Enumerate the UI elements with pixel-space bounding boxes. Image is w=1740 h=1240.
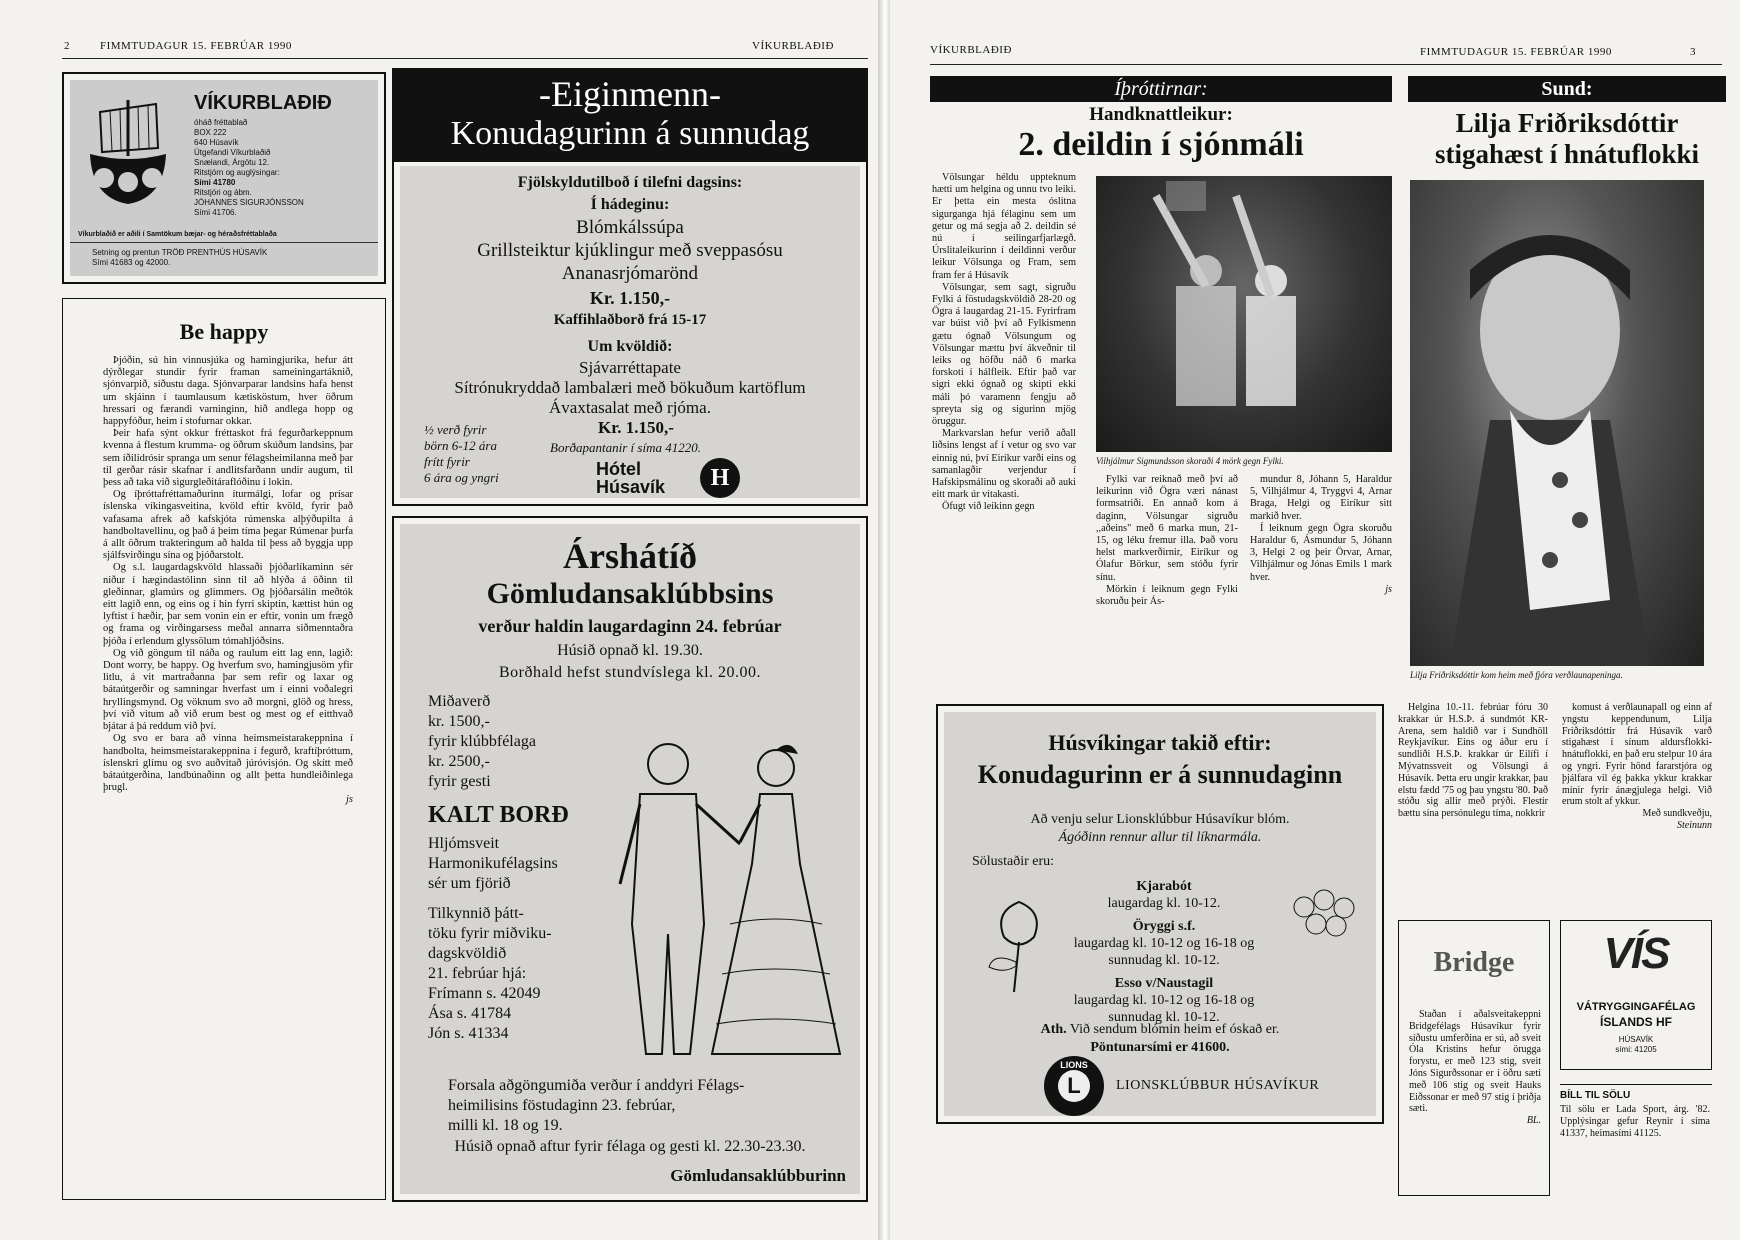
masthead-divider — [70, 242, 378, 243]
presale-text: Forsala aðgöngumiða verður í anddyri Félags- heimilisins föstudaginn 23. febrúar, milli kl. 18 og 19. — [448, 1077, 745, 1134]
sund-col-1: Helgina 10.-11. febrúar fóru 30 krakkar úr H.S.Þ. á sundmót KR-Arena, sem haldið var í Sundhöll Reykjavíkur. Eins og áður eru í sundliði H.S.Þ. krakkar úr Eilífi í Mývatnssveit og Völsungi á Húsavík. Þetta eru ungir krakkar, þau elstu fædd '75 og þau yngstu '80. Það stóðu sig allir með prýði. Flestir bættu sína persónulegu tíma, nokkrir — [1398, 702, 1548, 820]
bridge-box — [1398, 920, 1550, 1196]
masthead-print: Setning og prentun TRÖÐ PRENTHÚS HÚSAVÍK Sími 41683 og 42000. — [92, 248, 268, 267]
viking-ship-logo — [80, 94, 176, 210]
arshatid-panel: Árshátíð Gömludansaklúbbsins verður haldin laugardaginn 24. febrúar Húsið opnað kl. 19.30. Borðhald hefst stundvíslega kl. 20.00. Miðaverð kr. 1500,- fyrir klúbbfélaga kr. 2500,- fyrir gesti KALT BORÐ Hljómsveit Harmonikufélagsins sér um fjörið Tilkynnið þátt- töku fyrir miðviku- dagskvöldið 21. febrúar hjá: Frímann s. 42049 Ása s. 41784 Jón s. 41334 Forsala aðgöngumiða verður í anddyri Félags- heimilisins föstudaginn 23. febrúar, milli kl. 18 og 19. Húsið opnað aftur fyrir félaga og gesti kl. 22.30-23.30. Gömludansaklúbburinn — [400, 524, 860, 1194]
lions-note: Ath. Við sendum blómin heim ef óskað er. — [1040, 1022, 1280, 1037]
bridge-title: Bridge — [1433, 947, 1515, 978]
be-happy-signature: js — [345, 794, 353, 806]
masthead-member: Víkurblaðið er aðili í Samtökum bæjar- og héraðsfréttablaða — [78, 231, 277, 238]
handball-players-illustration — [1096, 176, 1392, 452]
booking-phone: Borðapantanir í síma 41220. — [550, 440, 701, 455]
paper-name-header: VÍKURBLAÐIÐ — [752, 40, 834, 52]
arshatid-band: Hljómsveit Harmonikufélagsins sér um fjörið — [428, 835, 558, 892]
right-page — [890, 0, 1740, 1240]
masthead-box — [62, 72, 386, 284]
bridge-text: Staðan í aðalsveitakeppni Bridgefélags Húsavíkur fyrir síðustu umferðina er sú, að sveit Óla Kristins hefur örugga forystu, er með 123 stig, sveit Jóns Sigurðssonar er í öðru sæti með 106 stig og sveit Hauks Eiðssonar er með 97 stig í þriðja sæti. BL. — [1409, 1009, 1541, 1127]
sports-signature: js — [1385, 583, 1392, 595]
hotel-ad-menu: Fjölskyldutilboð í tilefni dagsins: Í hádeginu: Blómkálssúpa Grillsteiktur kjúklingur með sveppasósu Ananasrjómarönd Kr. 1.150,- Kaffihlaðborð frá 15-17 Um kvöldið: Sjávarréttapate Sítrónukryddað lambalæri með bökuðum kartöflum Ávaxtasalat með rjóma. ½ verð fyrir börn 6-12 ára frítt fyrir 6 ára og yngri Kr. 1.150,- Borðapantanir í síma 41220. Hótel Húsavík H — [400, 166, 860, 498]
masthead-title: VÍKURBLAÐIÐ — [194, 92, 332, 114]
arshatid-notify: Tilkynnið þátt- töku fyrir miðviku- dagskvöldið 21. febrúar hjá: Frímann s. 42049 Ása s. 41784 Jón s. 41334 — [428, 905, 552, 1042]
handball-photo — [1096, 176, 1392, 452]
hotel-ad-title-bar: -Eiginmenn- Konudagurinn á sunnudag — [394, 70, 866, 162]
page-number: 2 — [64, 40, 70, 52]
flower-bouquet-icon — [1284, 882, 1364, 952]
bill-text: Til sölu er Lada Sport, árg. '82. Upplýsingar gefur Reynir í síma 41337, heimasími 41125. — [1560, 1104, 1710, 1139]
sports-photo-caption: Vilhjálmur Sigmundsson skoraði 4 mörk gegn Fylki. — [1096, 456, 1284, 466]
arshatid-signoff: Gömludansaklúbburinn — [670, 1166, 846, 1185]
date-header: FIMMTUDAGUR 15. FEBRÚAR 1990 — [100, 40, 292, 52]
girl-portrait-illustration — [1410, 180, 1704, 666]
lions-stores: Kjarabót laugardag kl. 10-12. Öryggi s.f. laugardag kl. 10-12 og 16-18 og sunnudag kl. 10-12. Esso v/Naustagil laugardag kl. 10-12 og 16-18 og sunnudag kl. 10-12. — [1073, 879, 1255, 1025]
lions-panel: Húsvíkingar takið eftir: Konudagurinn er á sunnudaginn Að venju selur Lionsklúbbur Húsavíkur blóm. Ágóðinn rennur allur til líknarmála. Sölustaðir eru: Kjarabót laugardag kl. 10-12. Öryggi s.f. laugardag kl. 10-12 og 16-18 og sunnudag kl. 10-12. Esso v/Naustagil laugardag kl. 10-12 og 16-18 og sunnudag kl. 10-12. Ath. Við sendum blómin heim ef óskað er. Pöntunarsími er 41600. LIONS L LIONSKLÚBBUR HÚSAVÍKUR — [944, 712, 1376, 1116]
masthead-panel — [70, 80, 378, 276]
sports-col-1: Völsungar héldu uppteknum hætti um helgina og unnu tvo leiki. Er þetta ein mesta óslitna sigurganga hjá félaginu sem um getur og má segja að 2. deildin sé nú í seilingarfjarlægð. Úrslitaleikurinn í deildinni verður leikur Völsunga og Fram, sem fram fer á Húsavík Völsungar, sem sagt, sigruðu Fylki á föstudagskvöldið 28-20 og Ögra á laugardag 21-15. Fyrirfram var búist við því að Fylkismenn gætu ógnað Völsungum og Völsungar mættu því ákveðnir til leiks og höfðu náð 6 marka forskoti í hálfleik. Eftir það var sigri ekki ógnað og skipti ekki máli þó varamenn fengju að spreyta sig og sigurinn mjög öruggur. Markvarslan hefur verið aðall liðsins lengst af í vetur og svo var einnig nú, því Eiríkur varði eins og samanlagðir verjendur í Hafskipsmálinu og skoraði að auki eitt mark úr vítakasti. Öfugt við leikinn gegn — [932, 172, 1076, 513]
lions-ad — [936, 704, 1384, 1124]
date-header: FIMMTUDAGUR 15. FEBRÚAR 1990 — [1420, 46, 1612, 58]
paper-name-header: VÍKURBLAÐIÐ — [930, 44, 1012, 56]
arshatid-prices: Miðaverð kr. 1500,- fyrir klúbbfélaga kr. 2500,- fyrir gesti — [428, 693, 536, 790]
sports-col-3: mundur 8, Jóhann 5, Haraldur 5, Vilhjálmur 4, Tryggvi 4, Arnar Braga, Helgi og Eiríkur sitt markið hver. Í leiknum gegn Ögra skoruðu Haraldur 6, Ásmundur 5, Jóhann 3, Helgi 2 og þeir Örvar, Arnar, Vilhjálmur og Jónas Emils 1 mark hver. js — [1250, 474, 1392, 595]
lions-logo-icon: LIONS L — [1044, 1056, 1104, 1116]
sund-col-2: komust á verðlaunapall og einn af yngstu keppendunum, Lilja Friðriksdóttir frá Húsavík varð stigahæst í sínum aldursflokki-hnátuflokki, en það eru stelpur 10 ára og yngri. Fyrir hönd fararstjóra og þjálfara vil ég þakka ykkur krakkar mínir fyrir ánægjulega helgi. Við erum stolt af ykkur. Með sundkveðju, Steinunn — [1562, 702, 1712, 831]
be-happy-title: Be happy — [179, 319, 269, 344]
lions-club-name: LIONSKLÚBBUR HÚSAVÍKUR — [1116, 1078, 1320, 1093]
bill-title: BÍLL TIL SÖLU — [1560, 1090, 1631, 1101]
sports-kicker: Handknattleikur: — [1089, 104, 1233, 125]
swimmer-photo — [1410, 180, 1704, 666]
rose-icon — [974, 892, 1064, 992]
vis-ad: VÍS VÁTRYGGINGAFÉLAG ÍSLANDS HF HÚSAVÍK sími: 41205 — [1560, 920, 1712, 1070]
sund-headline: Lilja Friðriksdóttir stigahæst í hnátuflokki — [1434, 108, 1700, 169]
header-rule — [930, 64, 1722, 65]
masthead-info: óháð fréttablað BOX 222 640 Húsavík Útgefandi Víkurblaðið Snælandi, Árgötu 12. Ritstjórn og auglýsingar: Sími 41780 Ritstjóri og ábm. JÓHANNES SIGURJÓNSSON Sími 41706. — [194, 118, 304, 217]
sports-col-2: Fylki var reiknað með því að leikurinn við Ögra væri nánast formsatriði. En annað kom á daginn, Völsungar sigruðu ,,aðeins" með 6 marka mun, 21-15, og léku fremur illa. Það voru helst markverðirnir, Eiríkur og Ólafur Börkur, sem stóðu fyrir sínu. Mörkin í leiknum gegn Fylki skoruðu þeir Ás- — [1096, 474, 1238, 608]
be-happy-column — [62, 298, 386, 1200]
sund-section-bar: Sund: — [1408, 76, 1726, 102]
arshatid-ad — [392, 516, 868, 1202]
bill-rule — [1560, 1084, 1712, 1085]
dancing-couple-illustration — [590, 724, 850, 1064]
kalt-bord: KALT BORÐ — [428, 802, 569, 828]
vis-logo: VÍS — [1603, 929, 1669, 978]
header-rule — [62, 58, 868, 59]
hotel-ad — [392, 68, 868, 506]
hotel-name: Hótel Húsavík — [596, 459, 666, 497]
sports-headline: 2. deildin í sjónmáli — [1018, 126, 1304, 163]
sund-photo-caption: Lilja Friðriksdóttir kom heim með fjóra verðlaunapeninga. — [1410, 670, 1623, 680]
be-happy-body: Þjóðin, sú hin vinnusjúka og hamingjurika, hefur átt dýrðlegar stundir fyrir framan sameiningartáknið, sjónvarpið, síðustu daga. Sjónvarparar landsins hafa henst um skjáinn í taumlausum kætisköstum, hver öðrum hressari og færandi varninginn, hið andlega hopp og happyfóður, heim í stofurnar okkar. Þeir hafa sýnt okkur fréttaskot frá fegurðarkeppnum kvenna á flestum krumma- og öðrum skúðum landsins, þar sem íðilidrósir spranga um senur félagsheimilanna með þar til gerðar rásir skafnar í andlitsfarðann undir augum, til þess að taka við sigurgleðitáraflóðinu í lokin. Og íþróttafréttamaðurinn íturmálgi, lofar og prísar íslenska víkingasveitina, kvöld eftir kvöld, fyrir það vafasama afrek að kafskjóta rúmenska alþýðupilta á handboltavellinu, og það á þeim tíma þegar Rúmenar þurfa á allt öðrum trakteringum að halda til þess að byggja upp sjálfsvirðingu sína og þjóðarstolt. Og s.l. laugardagskvöld hlassaði þjóðarlíkaminn sér niður í hægindastólinn sinn til að hlýða á öðinn til gleðinnar, glamúrs og glimmers. Og þjóðarsálin meðtók eitt lagið enn, og eins og í hin fyrri skiptin, kættist hún og lyftist í hæðir, þar sem vonin ein er eftir, vonin um frægð og frama og virðingarsess meðal annarra siðmenntaðra þjóða í erlendum glyssölum tómahljóðsins. Og við göngum til náða og raulum eitt lag enn, lagið: Dont worry, be happy. Og hverfum svo, hamingjusöm yfir litlu, á vit martraðanna þar sem refir og laxar og bátaútgerðir og samningar hverfast um í einni voðalegri hryllingsmynd. Og vöknum svo að morgni, glöð og hress, því við vitum að við erum best og mest og ef eitthvað bjátar á þá reddum við því. Og svo er bara að vinna heimsmeistarakeppnina í handbolta, heimsmeistarakeppnina í fegurð, kraftíþróttum, íslenskri glímu og svo auðvitað júróvisjón. Og skítt með bátaútgerðina, landbúnaðinn og allt þetta hundleiðinlega þrugl. js — [103, 355, 353, 806]
child-price-note: ½ verð fyrir börn 6-12 ára frítt fyrir 6 ára og yngri — [424, 422, 499, 485]
page-number: 3 — [1690, 46, 1696, 58]
hotel-logo-icon: H — [700, 458, 740, 498]
sports-section-bar: Íþróttirnar: — [930, 76, 1392, 102]
